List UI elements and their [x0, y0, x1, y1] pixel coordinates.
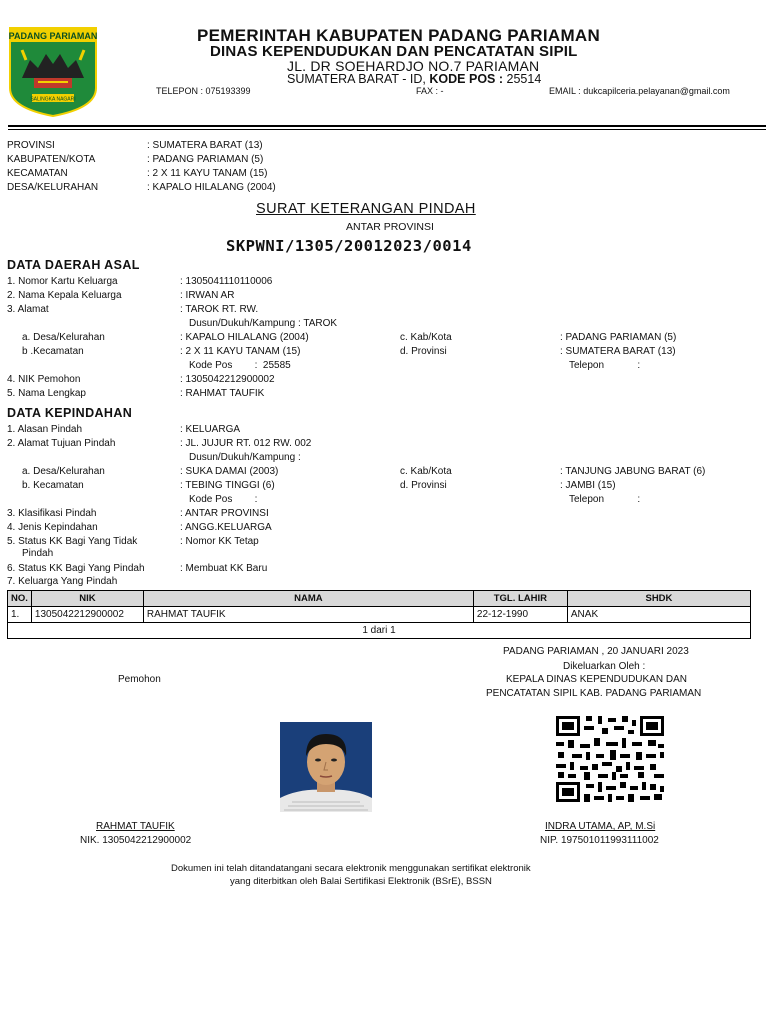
document-title: SURAT KETERANGAN PINDAH [256, 201, 476, 217]
field-label: 1. Nomor Kartu Keluarga [7, 276, 118, 287]
table-cell: 22-12-1990 [473, 607, 567, 623]
field-label: a. Desa/Kelurahan [22, 332, 105, 343]
table-row [8, 607, 751, 623]
field-value: : KAPALO HILALANG (2004) [180, 332, 309, 343]
table-header: SHDK [567, 591, 750, 607]
office-line-1: KEPALA DINAS KEPENDUDUKAN DAN [506, 674, 687, 685]
agency-region: SUMATERA BARAT - ID, KODE POS : 25514 [287, 72, 542, 86]
header-divider [8, 125, 766, 127]
official-name: INDRA UTAMA, AP, M.Si [545, 821, 656, 832]
qr-code-icon [554, 714, 666, 804]
agency-email: EMAIL : dukcapilceria.pelayanan@gmail.com [549, 86, 730, 96]
table-header: NIK [31, 591, 143, 607]
issued-by-label: Dikeluarkan Oleh : [563, 661, 646, 672]
field-value: : TAROK RT. RW. [180, 304, 259, 315]
document-number: SKPWNI/1305/20012023/0014 [226, 237, 472, 255]
region-value: : KAPALO HILALANG (2004) [147, 182, 276, 193]
table-cell: RAHMAT TAUFIK [143, 607, 473, 623]
logo-motto: SALINGKA NAGARI [30, 96, 76, 103]
field-value: Dusun/Dukuh/Kampung : TAROK [189, 318, 338, 329]
field-value: : IRWAN AR [180, 290, 235, 301]
table-cell: 1. [8, 607, 32, 623]
field-label: 5. Nama Lengkap [7, 388, 86, 399]
field-label: c. Kab/Kota [400, 332, 452, 343]
table-header: TGL. LAHIR [473, 591, 567, 607]
field-value: : JAMBI (15) [560, 480, 616, 491]
issue-date: PADANG PARIAMAN , 20 JANUARI 2023 [503, 646, 689, 657]
region-label: DESA/KELURAHAN [7, 182, 99, 193]
header-divider-thin [8, 129, 766, 130]
field-value: Telepon : [569, 494, 641, 505]
field-label: 3. Klasifikasi Pindah [7, 508, 97, 519]
field-label: Pindah [22, 548, 54, 559]
field-value: : 1305042212900002 [180, 374, 275, 385]
region-label: KECAMATAN [7, 168, 68, 179]
footer-note-2: yang diterbitkan oleh Balai Sertifikasi Elektronik (BSrE), BSSN [230, 876, 492, 887]
official-nip: NIP. 197501011993111002 [540, 835, 659, 846]
field-label: a. Desa/Kelurahan [22, 466, 105, 477]
field-value: Kode Pos : 25585 [189, 360, 291, 371]
agency-fax: FAX : - [416, 86, 444, 96]
field-value: : 2 X 11 KAYU TANAM (15) [180, 346, 301, 357]
table-cell: ANAK [567, 607, 750, 623]
gov-title: PEMERINTAH KABUPATEN PADANG PARIAMAN [197, 26, 601, 45]
field-label: 2. Nama Kepala Keluarga [7, 290, 122, 301]
field-value: : KELUARGA [180, 424, 241, 435]
field-label: c. Kab/Kota [400, 466, 452, 477]
field-value: : Membuat KK Baru [180, 563, 268, 574]
field-label: 4. Jenis Kepindahan [7, 522, 98, 533]
field-value: : RAHMAT TAUFIK [180, 388, 265, 399]
table-cell: 1305042212900002 [31, 607, 143, 623]
field-value: Dusun/Dukuh/Kampung : [189, 452, 301, 463]
field-value: : 1305041110110006 [180, 276, 273, 287]
field-value: Telepon : [569, 360, 641, 371]
field-label: d. Provinsi [400, 480, 447, 491]
agency-title: DINAS KEPENDUDUKAN DAN PENCATATAN SIPIL [210, 43, 578, 60]
region-label: KABUPATEN/KOTA [7, 154, 96, 165]
field-value: : ANTAR PROVINSI [180, 508, 269, 519]
field-label: 5. Status KK Bagi Yang Tidak [7, 536, 138, 547]
office-line-2: PENCATATAN SIPIL KAB. PADANG PARIAMAN [486, 688, 702, 699]
document-subtitle: ANTAR PROVINSI [346, 221, 434, 233]
table-header: NO. [8, 591, 32, 607]
field-label: 6. Status KK Bagi Yang Pindah [7, 563, 145, 574]
agency-address: JL. DR SOEHARDJO NO.7 PARIAMAN [287, 58, 540, 74]
applicant-nik: NIK. 1305042212900002 [80, 835, 192, 846]
field-value: Kode Pos : [189, 494, 258, 505]
field-value: : SUKA DAMAI (2003) [180, 466, 279, 477]
field-label: 4. NIK Pemohon [7, 374, 81, 385]
region-value: : 2 X 11 KAYU TANAM (15) [147, 168, 268, 179]
field-label: b .Kecamatan [22, 346, 84, 357]
field-label: d. Provinsi [400, 346, 447, 357]
logo-text: PADANG PARIAMAN [8, 31, 98, 41]
field-label: 7. Keluarga Yang Pindah [7, 576, 118, 587]
field-label: b. Kecamatan [22, 480, 84, 491]
region-value: : SUMATERA BARAT (13) [147, 140, 263, 151]
field-value: : SUMATERA BARAT (13) [560, 346, 676, 357]
field-value: : ANGG.KELUARGA [180, 522, 272, 533]
section-heading-kepindahan: DATA KEPINDAHAN [7, 406, 133, 420]
field-label: 2. Alamat Tujuan Pindah [7, 438, 116, 449]
page-indicator: 1 dari 1 [8, 623, 751, 639]
applicant-photo [280, 722, 372, 812]
field-value: : Nomor KK Tetap [180, 536, 259, 547]
field-value: : JL. JUJUR RT. 012 RW. 002 [180, 438, 312, 449]
table-header: NAMA [143, 591, 473, 607]
region-label: PROVINSI [7, 140, 55, 151]
region-value: : PADANG PARIAMAN (5) [147, 154, 264, 165]
field-value: : TEBING TINGGI (6) [180, 480, 275, 491]
padang-pariaman-logo [8, 26, 98, 118]
footer-note-1: Dokumen ini telah ditandatangani secara elektronik menggunakan sertifikat elektronik [171, 863, 531, 874]
applicant-label: Pemohon [118, 674, 161, 685]
section-heading-asal: DATA DAERAH ASAL [7, 258, 140, 272]
field-value: : PADANG PARIAMAN (5) [560, 332, 677, 343]
agency-phone: TELEPON : 075193399 [156, 86, 251, 96]
field-label: 3. Alamat [7, 304, 49, 315]
field-label: 1. Alasan Pindah [7, 424, 83, 435]
family-table [7, 590, 751, 639]
field-value: : TANJUNG JABUNG BARAT (6) [560, 466, 706, 477]
applicant-name: RAHMAT TAUFIK [96, 821, 175, 832]
